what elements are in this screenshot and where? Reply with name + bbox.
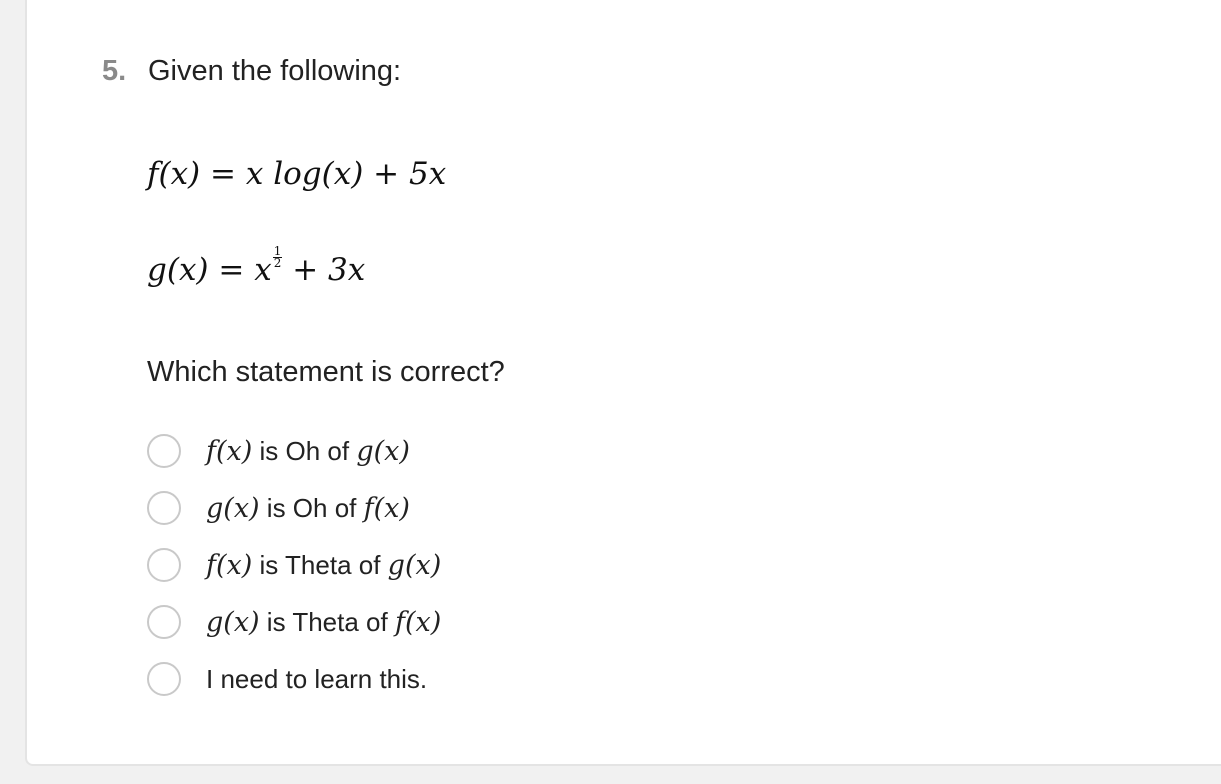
answer-option-4[interactable] <box>147 602 441 642</box>
formula-f-equals: = <box>210 156 236 192</box>
radio-button[interactable] <box>147 548 181 582</box>
option-label: I need to learn this. <box>206 663 428 694</box>
exponent-denominator: 2 <box>273 256 282 270</box>
answer-option-5[interactable] <box>147 659 427 699</box>
answer-option-1[interactable] <box>147 431 410 471</box>
option-label: g(x) is Oh of f(x) <box>206 492 410 524</box>
formula-f <box>147 156 446 192</box>
formula-f-plus: + <box>373 156 400 192</box>
formula-f-lhs: f(x) <box>147 156 201 192</box>
sub-question: Which statement is correct? <box>147 356 505 388</box>
formula-g-lhs: g(x) <box>147 252 209 288</box>
question-number: 5. <box>102 55 127 87</box>
answer-option-2[interactable] <box>147 488 410 528</box>
radio-button[interactable] <box>147 605 181 639</box>
formula-g-equals: = <box>218 252 245 288</box>
radio-button[interactable] <box>147 491 181 525</box>
formula-g-term2: 3x <box>328 252 366 288</box>
option-label: g(x) is Theta of f(x) <box>206 606 442 638</box>
option-label: f(x) is Oh of g(x) <box>206 435 410 467</box>
question-prompt: Given the following: <box>148 55 402 87</box>
radio-button[interactable] <box>147 662 181 696</box>
option-label: f(x) is Theta of g(x) <box>206 549 442 581</box>
formula-g-plus: + <box>292 252 319 288</box>
formula-f-term1: x log(x) <box>245 156 364 192</box>
answer-option-3[interactable] <box>147 545 441 585</box>
formula-g <box>147 244 366 288</box>
radio-button[interactable] <box>147 434 181 468</box>
formula-g-base: x <box>254 252 272 288</box>
formula-g-exponent <box>273 246 283 269</box>
exponent-numerator: 1 <box>273 244 282 258</box>
formula-f-term2: 5x <box>409 156 447 192</box>
